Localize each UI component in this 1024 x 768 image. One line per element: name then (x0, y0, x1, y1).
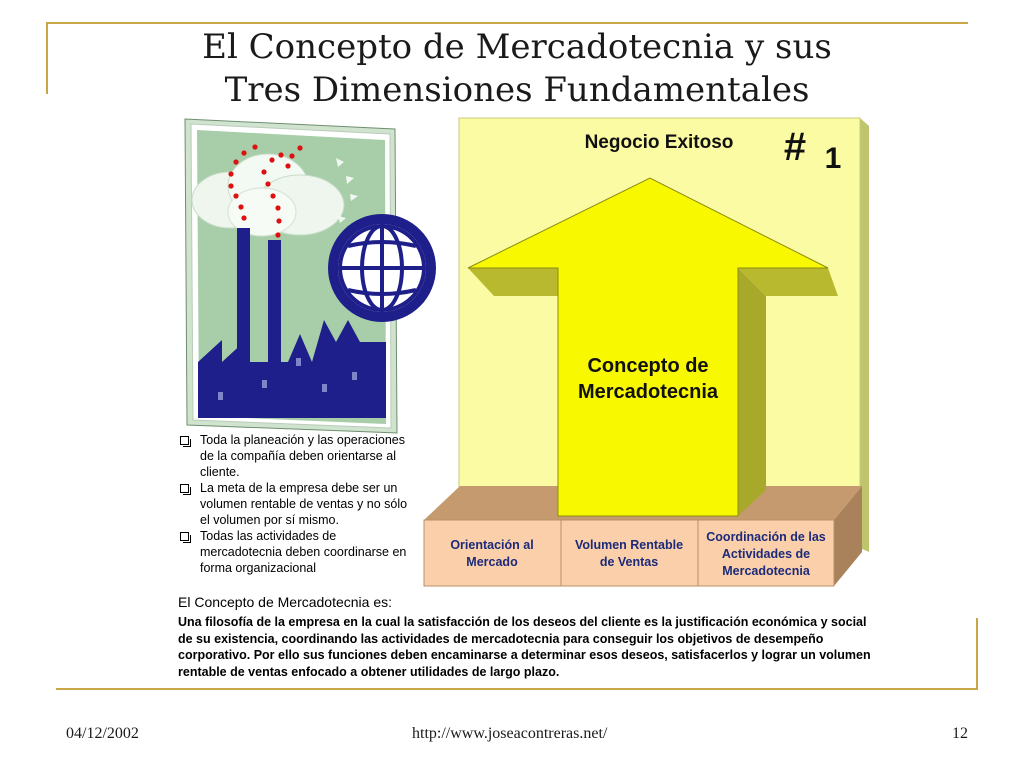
title-line-2: Tres Dimensiones Fundamentales (224, 70, 810, 110)
rank-hash: # (783, 125, 807, 169)
list-item (178, 528, 418, 576)
page-number: 12 (952, 725, 968, 742)
definition-text: Una filosofía de la empresa en la cual la satisfacción de los deseos del cliente es la justificación económica y social de su existencia, coordinando las actividades de mercadotecnia para conseguir los objetivos de desempeño corporativo. Por ello sus funciones deben encaminarse a determinar esos deseos, satisfacerlos y lograr un volumen rentable de ventas enfocado a obtener utilidades de largo plazo. (178, 615, 871, 679)
footer-url[interactable]: http://www.joseacontreras.net/ (412, 725, 608, 742)
pillar-3-line-3: Mercadotecnia (722, 564, 810, 578)
arrow-label-line-2: Mercadotecnia (577, 381, 719, 403)
bullet-text: Toda la planeación y las operaciones de la compañía deben orientarse al cliente. (200, 433, 405, 479)
globe-icon (328, 214, 436, 322)
bullet-text: La meta de la empresa debe ser un volumen rentable de ventas y no sólo el volumen por sí mismo. (200, 481, 408, 527)
checkbox-bullet-icon (180, 436, 189, 445)
pillar-1-line-2: Mercado (466, 555, 518, 569)
checkbox-bullet-icon (180, 484, 189, 493)
title-line-1: El Concepto de Mercadotecnia y sus (202, 27, 832, 67)
pillar-2-line-2: de Ventas (599, 555, 659, 569)
bullet-list (178, 432, 418, 576)
arrow-label-line-1: Concepto de (587, 355, 709, 377)
pillar-3-line-2: Actividades de (721, 547, 811, 561)
pillar-3-line-1: Coordinación de las (706, 530, 826, 544)
marketing-diagram (424, 118, 869, 586)
pillar-2-line-1: Volumen Rentable (574, 538, 684, 552)
bullet-text: Todas las actividades de mercadotecnia deben coordinarse en forma organizacional (200, 529, 407, 575)
pillar-1-line-1: Orientación al (450, 538, 534, 552)
rank-number: 1 (824, 142, 842, 175)
checkbox-bullet-icon (180, 532, 189, 541)
list-item (178, 480, 418, 528)
definition-heading: El Concepto de Mercadotecnia es: (178, 594, 393, 610)
footer-date: 04/12/2002 (66, 725, 139, 742)
goal-label: Negocio Exitoso (584, 132, 734, 153)
list-item (178, 432, 418, 480)
